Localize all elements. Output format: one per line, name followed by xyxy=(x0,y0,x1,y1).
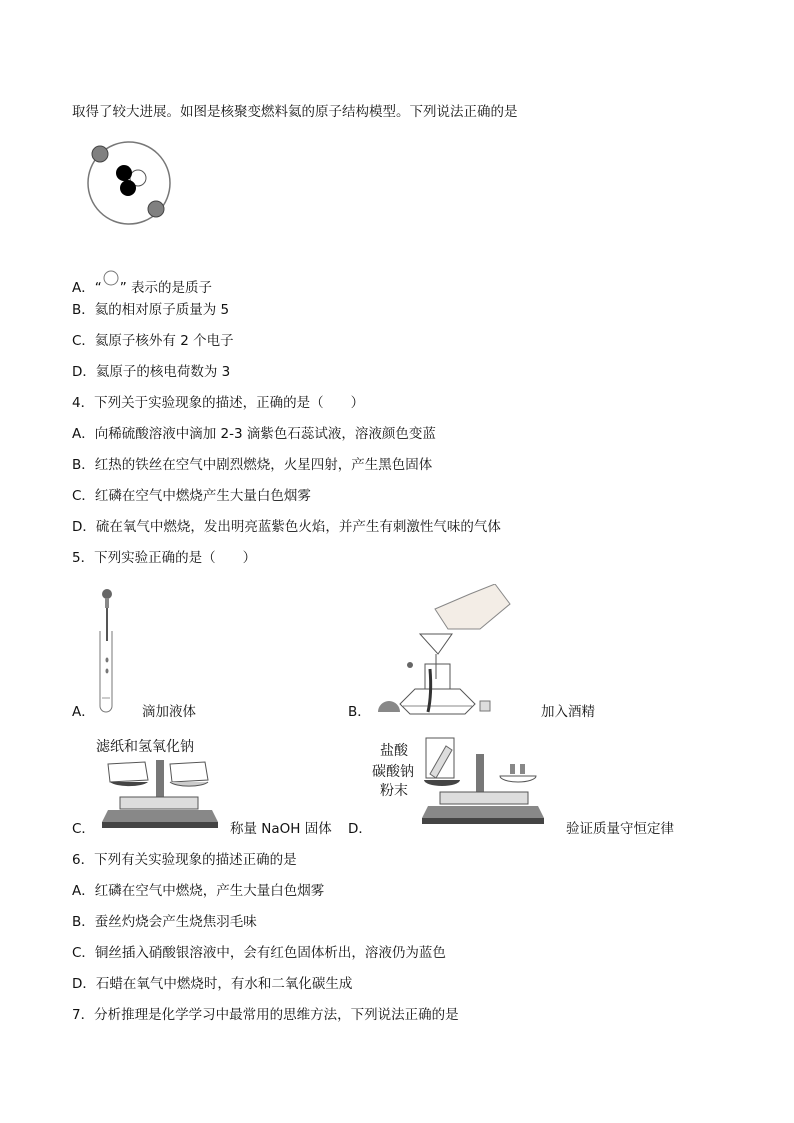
q5-d-label: D． xyxy=(348,821,372,837)
q5-b-label: B． xyxy=(348,704,371,720)
q3-option-c: C．氦原子核外有 2 个电子 xyxy=(72,333,234,349)
q5-a-label: A． xyxy=(72,704,95,720)
q6-stem: 6．下列有关实验现象的描述正确的是 xyxy=(72,852,297,868)
q6-option-a: A．红磷在空气中燃烧，产生大量白色烟雾 xyxy=(72,883,325,899)
balance-conservation-figure xyxy=(420,734,550,830)
q3-option-d: D．氦原子的核电荷数为 3 xyxy=(72,364,231,380)
q4-option-a: A．向稀硫酸溶液中滴加 2-3 滴紫色石蕊试液，溶液颜色变蓝 xyxy=(72,426,436,442)
q6-option-c: C．铜丝插入硝酸银溶液中，会有红色固体析出，溶液仍为蓝色 xyxy=(72,945,446,961)
q5-b-text: 加入酒精 xyxy=(541,704,595,720)
q7-stem: 7．分析推理是化学学习中最常用的思维方法，下列说法正确的是 xyxy=(72,1007,459,1023)
d-figure-label-powder: 粉末 xyxy=(380,783,408,799)
q5-stem: 5．下列实验正确的是（ ） xyxy=(72,550,257,566)
q5-d-text: 验证质量守恒定律 xyxy=(566,821,674,837)
q4-stem: 4．下列关于实验现象的描述，正确的是（ ） xyxy=(72,395,365,411)
q5-a-text: 滴加液体 xyxy=(142,704,196,720)
neutron-circle-icon xyxy=(102,270,120,286)
q3-option-a: A．“ ” 表示的是质子 xyxy=(72,270,212,297)
q5-c-label: C． xyxy=(72,821,95,837)
helium-atom-model xyxy=(86,140,186,230)
d-figure-label-acid: 盐酸 xyxy=(380,743,408,759)
q6-option-d: D．石蜡在氧气中燃烧时，有水和二氧化碳生成 xyxy=(72,976,353,992)
q4-option-c: C．红磷在空气中燃烧产生大量白色烟雾 xyxy=(72,488,311,504)
balance-naoh-figure xyxy=(100,752,225,832)
c-figure-label: 滤纸和氢氧化钠 xyxy=(96,739,194,755)
q3-option-b: B．氦的相对原子质量为 5 xyxy=(72,302,230,318)
d-figure-label-carbonate: 碳酸钠 xyxy=(372,764,414,780)
alcohol-lamp-pouring-figure xyxy=(370,584,540,719)
intro-text: 取得了较大进展。如图是核聚变燃料氦的原子结构模型。下列说法正确的是 xyxy=(72,104,518,120)
q5-c-text: 称量 NaOH 固体 xyxy=(230,821,332,837)
q4-option-b: B．红热的铁丝在空气中剧烈燃烧，火星四射，产生黑色固体 xyxy=(72,457,433,473)
dropper-test-tube-figure xyxy=(96,586,116,716)
q4-option-d: D．硫在氧气中燃烧，发出明亮蓝紫色火焰，并产生有刺激性气味的气体 xyxy=(72,519,501,535)
q6-option-b: B．蚕丝灼烧会产生烧焦羽毛味 xyxy=(72,914,257,930)
